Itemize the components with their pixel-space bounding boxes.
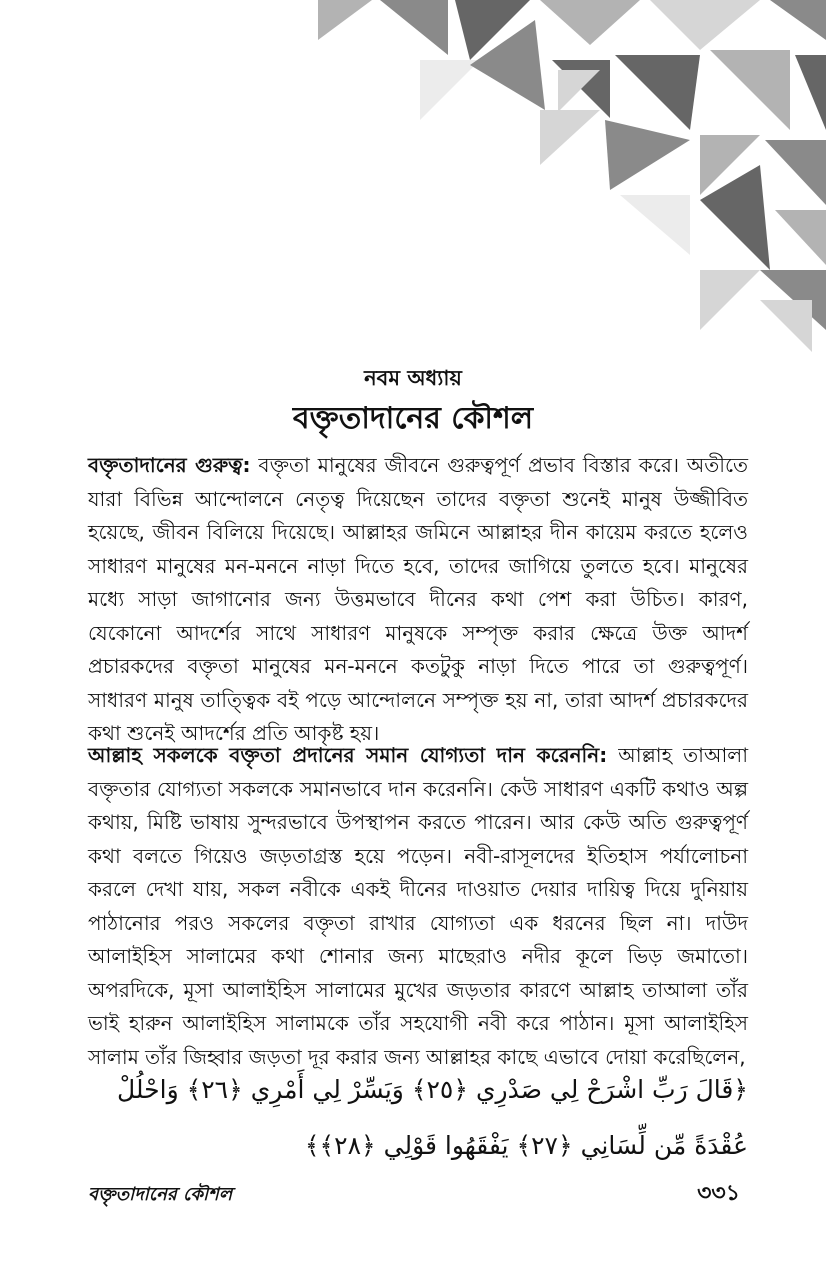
triangle-group [318, 0, 826, 352]
triangle-shape [620, 195, 690, 255]
triangle-shape [420, 60, 480, 120]
paragraph-text: বক্তৃতা মানুষের জীবনে গুরুত্বপূর্ণ প্রভাব বিস্তার করে। অতীতে যারা বিভিন্ন আন্দোলনে নেতৃত্ব দিয়েছেন তাদের বক্তৃতা শুনেই মানুষ উজ্জীবিত হয়েছে, জীবন বিলিয়ে দিয়েছে। আল্লাহর জমিনে আল্লাহর দীন কায়েম করতে হলেও সাধারণ মানুষের মন-মননে নাড়া দিতে হবে, তাদের জাগিয়ে তুলতে হবে। মানুষের মধ্যে সাড়া জাগানোর জন্য উত্তমভাবে দীনের কথা পেশ করা উচিত। কারণ, যেকোনো আদর্শের সাথে সাধারণ মানুষকে সম্পৃক্ত করার ক্ষেত্রে উক্ত আদর্শ প্রচারকদের বক্তৃতা মানুষের মন-মননে কতটুকু নাড়া দিতে পারে তা গুরুত্বপূর্ণ। সাধারণ মানুষ তাত্ত্বিক বই পড়ে আন্দোলনে সম্পৃক্ত হয় না, তারা আদর্শ প্রচারকদের কথা শুনেই আদর্শের প্রতি আকৃষ্ট হয়। [88, 453, 749, 745]
triangle-shape [765, 140, 826, 205]
chapter-title: বক্তৃতাদানের কৌশল [292, 401, 534, 436]
triangle-shape [760, 300, 812, 352]
triangle-shape [380, 0, 448, 55]
triangle-shape [795, 55, 826, 130]
paragraph-heading: আল্লাহ সকলকে বক্তৃতা প্রদানের সমান যোগ্যতা দান করেননি: [88, 743, 608, 767]
triangle-shape [775, 210, 826, 265]
triangle-shape [770, 0, 826, 40]
triangle-shape [615, 55, 700, 130]
triangle-shape [605, 120, 690, 190]
decorative-triangle-pattern [0, 0, 826, 360]
body-paragraph [88, 739, 748, 1074]
triangle-shape [650, 0, 760, 50]
triangle-shape [700, 270, 760, 330]
triangle-shape [318, 0, 372, 40]
paragraph-heading: বক্তৃতাদানের গুরুত্ব: [88, 453, 251, 477]
quran-verse: ﴿قَالَ رَبِّ اشْرَحْ لِي صَدْرِي ﴿٢٥﴾ وَيَسِّرْ لِي أَمْرِي ﴿٢٦﴾ وَاحْلُلْ عُقْدَةً مِّن لِّسَانِي ﴿٢٧﴾ يَفْقَهُوا قَوْلِي ﴿٢٨﴾﴾ [116, 1075, 748, 1160]
page-number: ৩৩১ [697, 1181, 740, 1206]
running-footer-title: বক্তৃতাদানের কৌশল [88, 1184, 233, 1205]
body-paragraph [88, 449, 748, 751]
paragraph-text: আল্লাহ তাআলা বক্তৃতার যোগ্যতা সকলকে সমানভাবে দান করেননি। কেউ সাধারণ একটি কথাও অল্প কথায়, মিষ্টি ভাষায় সুন্দরভাবে উপস্থাপন করতে পারেন। আর কেউ অতি গুরুত্বপূর্ণ কথা বলতে গিয়েও জড়তাগ্রস্ত হয়ে পড়েন। নবী-রাসূলদের ইতিহাস পর্যালোচনা করলে দেখা যায়, সকল নবীকে একই দীনের দাওয়াত দেয়ার দায়িত্ব দিয়ে দুনিয়ায় পাঠানোর পরও সকলের বক্তৃতা রাখার যোগ্যতা এক ধরনের ছিল না। দাউদ আলাইহিস সালামের কথা শোনার জন্য মাছেরাও নদীর কূলে ভিড় জমাতো। অপরদিকে, মূসা আলাইহিস সালামের মুখের জড়তার কারণে আল্লাহ তাআলা তাঁর ভাই হারুন আলাইহিস সালামকে তাঁর সহযোগী নবী করে পাঠান। মূসা আলাইহিস সালাম তাঁর জিহ্বার জড়তা দূর করার জন্য আল্লাহর কাছে এভাবে দোয়া করেছিলেন, [88, 743, 748, 1069]
triangle-shape [540, 0, 640, 45]
triangle-shape [710, 50, 790, 130]
triangle-shape [540, 110, 600, 165]
chapter-number: নবম অধ্যায় [364, 366, 462, 390]
